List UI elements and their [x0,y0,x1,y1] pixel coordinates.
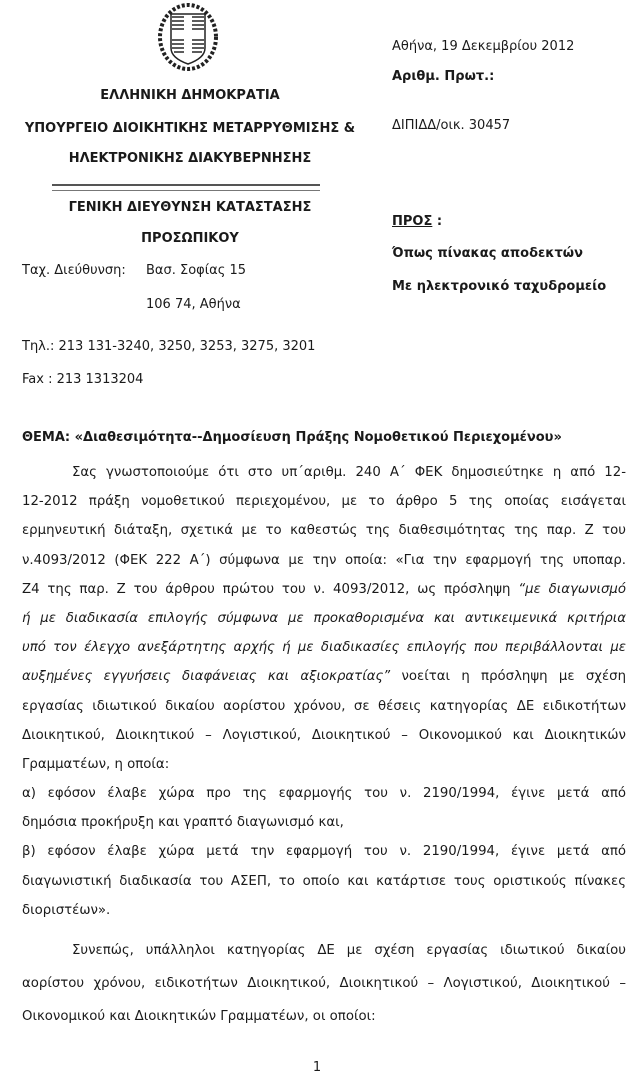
item-b-line: διαγωνιστική διαδικασία του ΑΣΕΠ, το οποίο και κατάρτισε τους οριστικούς πίνακες [22,873,626,889]
body-line: εργασίας ιδιωτικού δικαίου αορίστου χρόνου, σε θέσεις κατηγορίας ΔΕ ειδικοτήτων [22,698,626,714]
paragraph-2 [22,934,626,1033]
body-line-mixed [22,575,626,604]
directorate-heading-line1: ΓΕΝΙΚΗ ΔΙΕΥΘΥΝΣΗ ΚΑΤΑΣΤΑΣΗΣ [68,200,312,215]
address-label: Ταχ. Διεύθυνση: [22,263,126,278]
ministry-heading-line1: ΥΠΟΥΡΓΕΙΟ ΔΙΟΙΚΗΤΙΚΗΣ ΜΕΤΑΡΡΥΘΜΙΣΗΣ & [24,121,356,136]
document-date: Αθήνα, 19 Δεκεμβρίου 2012 [392,39,575,54]
protocol-label: Αριθμ. Πρωτ.: [392,69,495,84]
body-line: Οικονομικού και Διοικητικών Γραμματέων, οι οποίοι: [22,1009,376,1024]
item-b-line: β) εφόσον έλαβε χώρα μετά την εφαρμογή του ν. 2190/1994, έγινε μετά από [22,844,626,860]
phone-numbers: Τηλ.: 213 131-3240, 3250, 3253, 3275, 3201 [22,339,316,354]
to-heading [392,214,442,229]
protocol-number: ΔΙΠΙΔΔ/οικ. 30457 [392,118,511,133]
body-line: 12-2012 πράξη νομοθετικού περιεχομένου, με το άρθρο 5 της οποίας εισάγεται [22,494,626,510]
body-line: Σας γνωστοποιούμε ότι στο υπ΄αριθμ. 240 Α΄ ΦΕΚ δημοσιεύτηκε η από 12- [72,465,626,480]
body-line: Διοικητικού, Διοικητικού – Λογιστικού, Διοικητικού – Οικονομικού και Διοικητικών [22,727,626,743]
page-number: 1 [312,1060,322,1075]
item-b-line: διοριστέων». [22,902,111,918]
address-street: Βασ. Σοφίας 15 [146,263,247,278]
greek-coat-of-arms-icon [157,2,219,72]
item-a-line: α) εφόσον έλαβε χώρα προ της εφαρμογής του ν. 2190/1994, έγινε μετά από [22,786,626,802]
body-line: αορίστου χρόνου, ειδικοτήτων Διοικητικού, Διοικητικού – Λογιστικού, Διοικητικού – [22,976,626,991]
item-a-line: δημόσια προκήρυξη και γραπτό διαγωνισμό και, [22,815,344,831]
directorate-heading-line2: ΠΡΟΣΩΠΙΚΟΥ [141,231,239,246]
header-divider [52,184,320,191]
recipients-line2: Με ηλεκτρονικό ταχυδρομείο [392,279,607,294]
body-line: ν.4093/2012 (ΦΕΚ 222 Α΄) σύμφωνα με την οποία: «Για την εφαρμογή της υποπαρ. [22,552,626,568]
address-city: 106 74, Αθήνα [146,297,241,312]
fax-number: Fax : 213 1313204 [22,372,144,387]
to-colon: : [432,214,443,229]
body-text: νοείται η πρόσληψη με σχέση [390,669,626,685]
quoted-text: “με διαγωνισμό [518,581,626,597]
ministry-heading-line2: ΗΛΕΚΤΡΟΝΙΚΗΣ ΔΙΑΚΥΒΕΡΝΗΣΗΣ [68,151,312,166]
paragraph-1 [22,458,626,925]
body-line: ερμηνευτική διάταξη, σχετικά με το καθεστώς της διαθεσιμότητας της παρ. Ζ του [22,523,626,539]
to-label: ΠΡΟΣ [392,214,433,229]
subject-line: ΘΕΜΑ: «Διαθεσιμότητα--Δημοσίευση Πράξης Νομοθετικού Περιεχομένου» [22,430,562,445]
quoted-text: αυξημένες εγγυήσεις διαφάνειας και αξιοκρατίας” [22,669,391,685]
body-line: Συνεπώς, υπάλληλοι κατηγορίας ΔΕ με σχέση εργασίας ιδιωτικού δικαίου [72,943,626,958]
body-text: Ζ4 της παρ. Ζ του άρθρου πρώτου του ν. 4093/2012, ως πρόσληψη [22,581,519,597]
quoted-line: υπό τον έλεγχο ανεξάρτητης αρχής ή με διαδικασίες επιλογής που περιβάλλονται με [22,640,626,656]
recipients-line1: Όπως πίνακας αποδεκτών [392,246,583,261]
body-line-mixed [22,662,626,691]
body-line: Γραμματέων, η οποία: [22,756,170,772]
quoted-line: ή με διαδικασία επιλογής σύμφωνα με προκαθορισμένα και αντικειμενικά κριτήρια [22,610,626,626]
country-heading: ΕΛΛΗΝΙΚΗ ΔΗΜΟΚΡΑΤΙΑ [100,88,280,103]
